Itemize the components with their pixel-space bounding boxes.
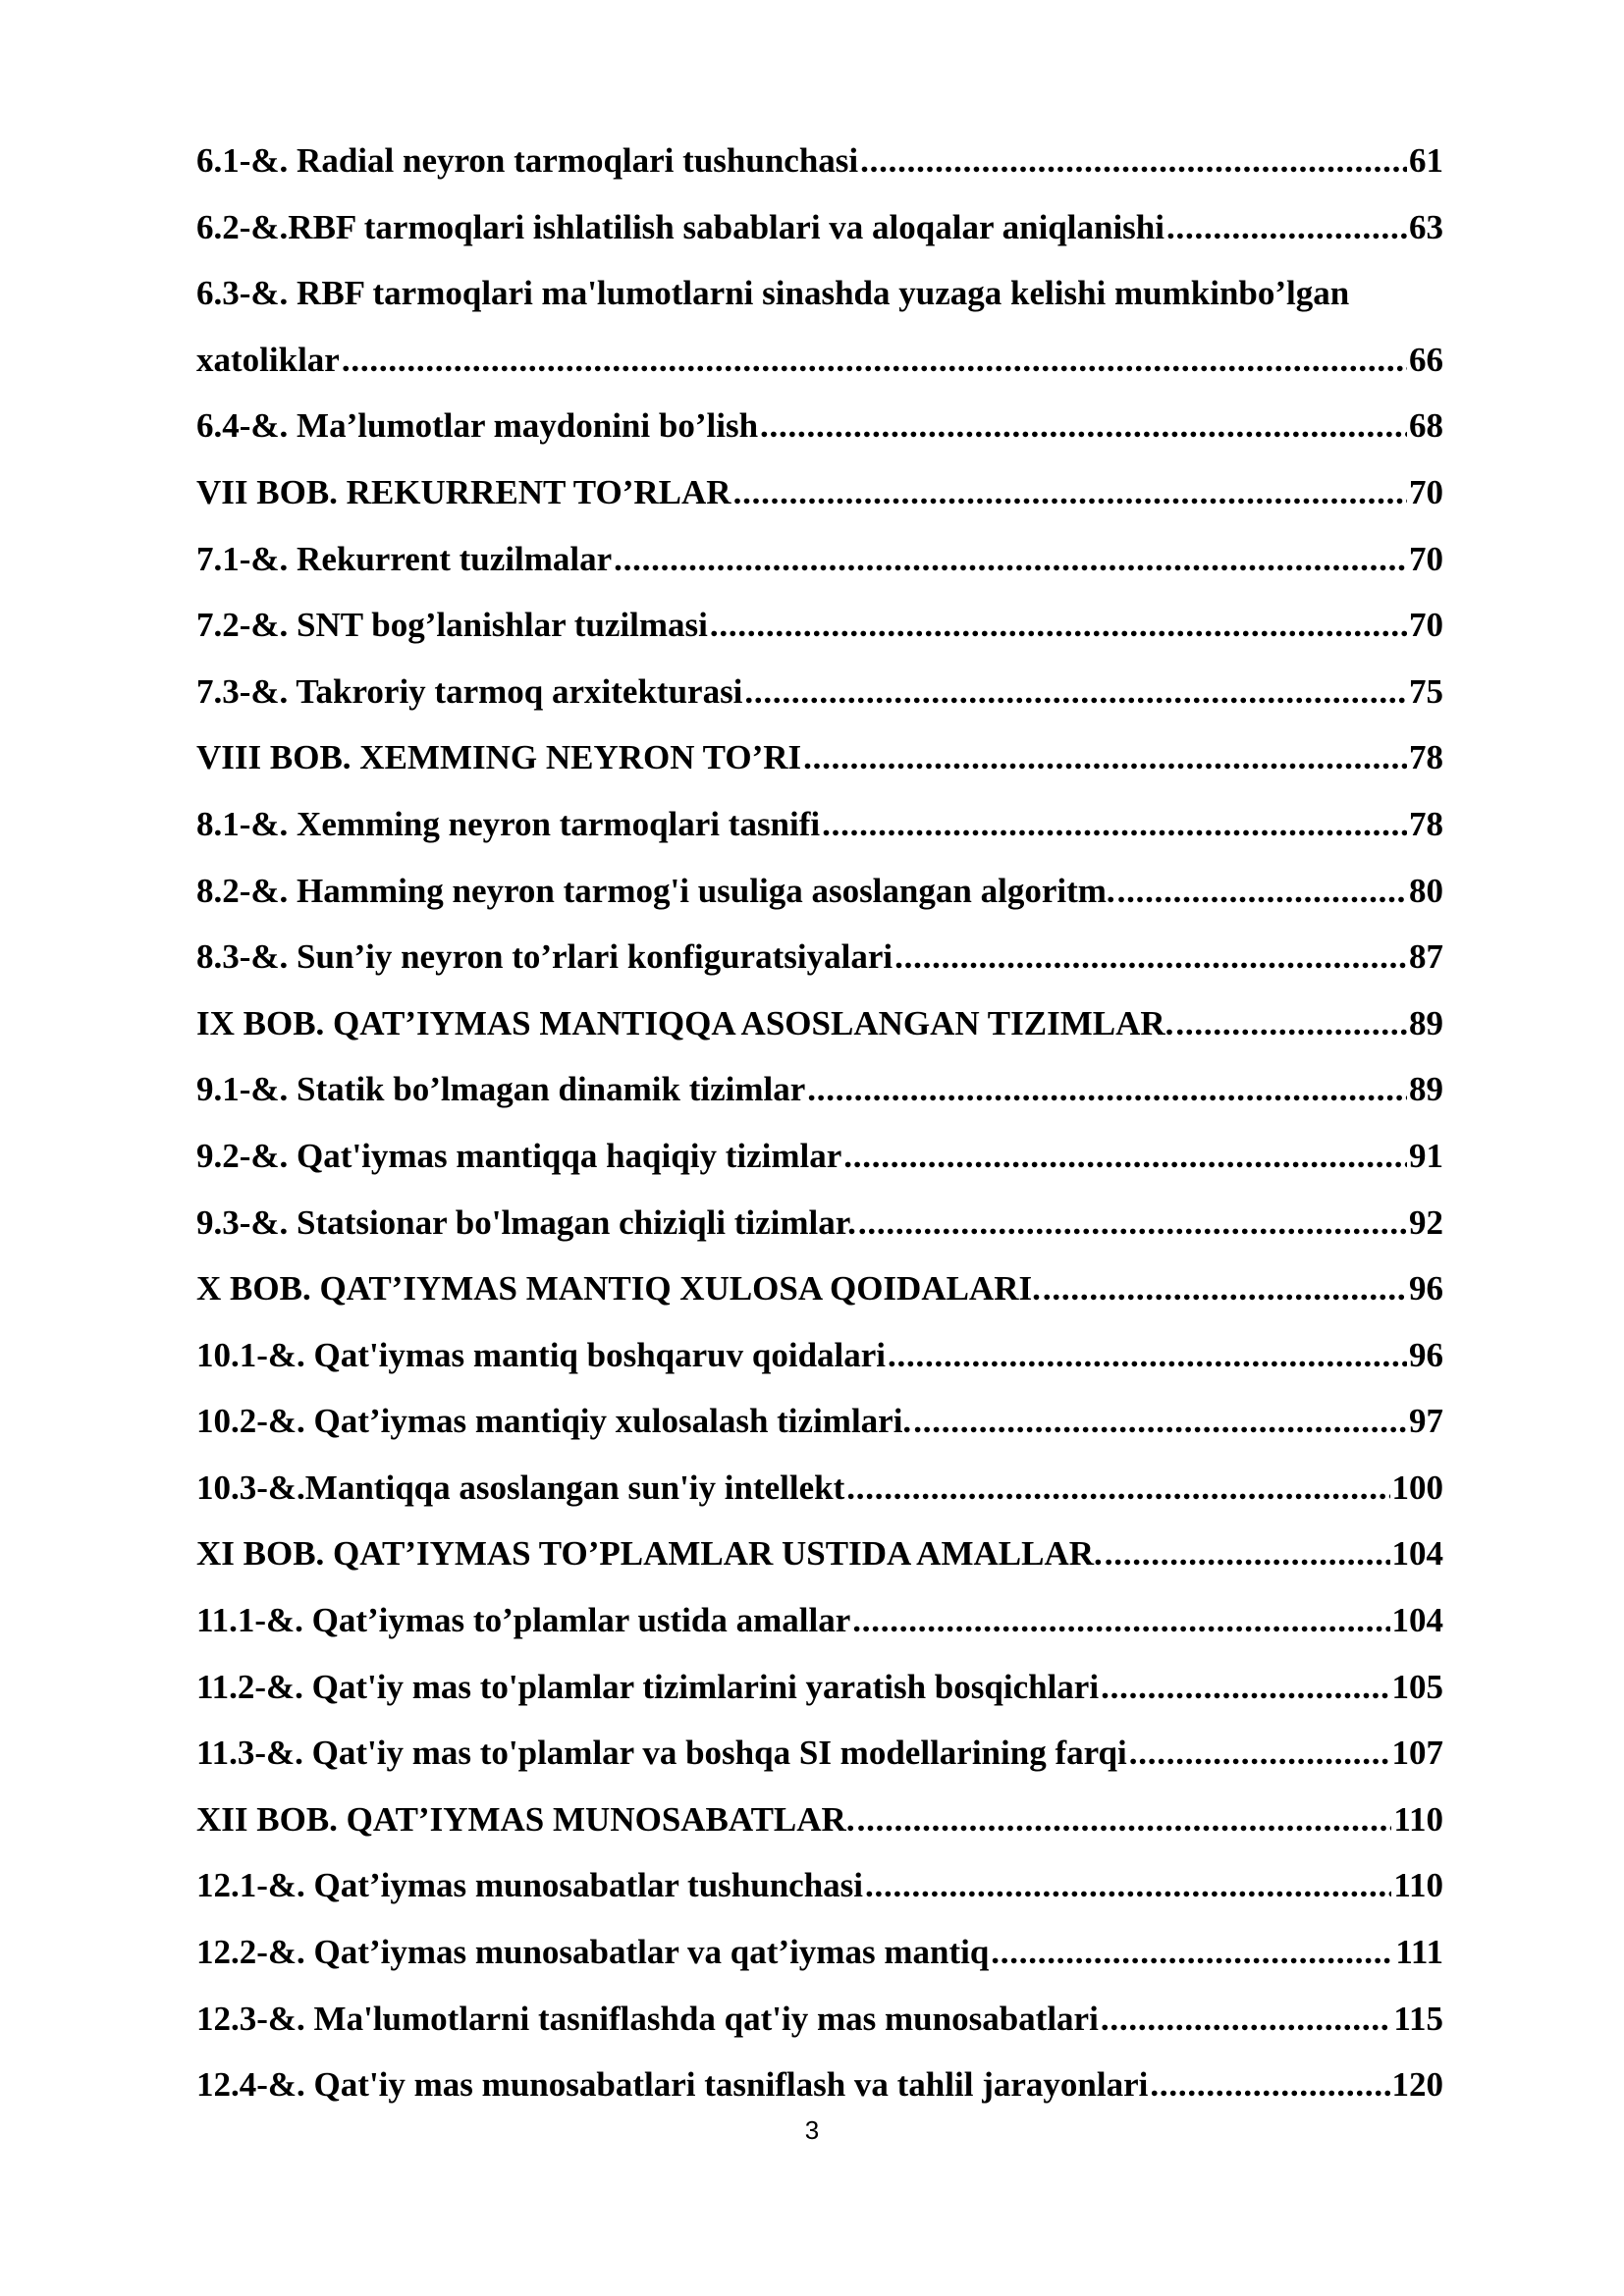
toc-entry-title: 6.1-&. Radial neyron tarmoqlari tushunchasi (196, 141, 859, 180)
toc-entry (196, 1794, 1443, 1861)
toc-entry-title: 11.1-&. Qat’iymas to’plamlar ustida amallar (196, 1601, 851, 1640)
toc-entry (196, 998, 1443, 1065)
toc-page-number: 68 (1409, 406, 1443, 446)
dot-leader (913, 1396, 1407, 1447)
toc-page-number: 110 (1393, 1866, 1443, 1905)
toc-page-number: 110 (1393, 1799, 1443, 1839)
dot-leader (1105, 1528, 1390, 1579)
toc-entry-title: 6.2-&.RBF tarmoqlari ishlatilish sabablari va aloqalar aniqlanishi (196, 207, 1164, 246)
dot-leader (807, 1064, 1407, 1115)
dot-leader (760, 400, 1407, 452)
toc-entry (196, 1595, 1443, 1662)
toc-entry-title: XI BOB. QAT’IYMAS TO’PLAMLAR USTIDA AMALLAR. (196, 1534, 1103, 1574)
toc-entry-title: 6.3-&. RBF tarmoqlari ma'lumotlarni sinashda yuzaga kelishi mumkinbo’lgan (196, 274, 1350, 313)
toc-entry (196, 799, 1443, 866)
dot-leader (857, 1794, 1392, 1845)
toc-entry (196, 1860, 1443, 1927)
toc-entry-title: VIII BOB. XEMMING NEYRON TO’RI (196, 738, 802, 777)
toc-page-number: 80 (1409, 871, 1443, 910)
toc-page-number: 111 (1395, 1933, 1443, 1972)
dot-leader (342, 335, 1407, 386)
toc-page-number: 104 (1391, 1601, 1443, 1640)
dot-leader (733, 467, 1407, 518)
toc-page-number: 107 (1391, 1734, 1443, 1773)
dot-leader (803, 732, 1407, 783)
toc-entry-title: 7.3-&. Takroriy tarmoq arxitekturasi (196, 671, 743, 711)
dot-leader (1129, 1728, 1390, 1779)
dot-leader (822, 799, 1407, 850)
toc-page-number: 100 (1391, 1468, 1443, 1507)
dot-leader (1150, 2059, 1389, 2110)
dot-leader (1166, 202, 1407, 253)
dot-leader (1175, 998, 1407, 1049)
toc-entry-title: 9.1-&. Statik bo’lmagan dinamik tizimlar (196, 1070, 806, 1109)
toc-entry-title: 9.3-&. Statsionar bo'lmagan chiziqli tizimlar. (196, 1202, 856, 1242)
toc-page-number: 75 (1409, 671, 1443, 711)
toc-entry (196, 1662, 1443, 1729)
toc-page-number: 92 (1409, 1202, 1443, 1242)
toc-entry (196, 534, 1443, 601)
dot-leader (852, 1595, 1389, 1646)
toc-entry (196, 600, 1443, 667)
toc-entry (196, 1994, 1443, 2060)
dot-leader (888, 1330, 1407, 1381)
toc-page-number: 105 (1391, 1667, 1443, 1706)
toc-page-number: 66 (1409, 340, 1443, 379)
toc-page-number: 70 (1409, 472, 1443, 511)
dot-leader (710, 600, 1407, 651)
toc-entry (196, 1131, 1443, 1198)
toc-entry-title: 12.4-&. Qat'iy mas munosabatlari tasniflash va tahlil jarayonlari (196, 2065, 1149, 2105)
dot-leader (843, 1131, 1407, 1182)
toc-entry-title: 12.3-&. Ma'lumotlarni tasniflashda qat'iy mas munosabatlari (196, 1999, 1099, 2038)
toc-page-number: 115 (1393, 1999, 1443, 2038)
toc-entry (196, 866, 1443, 933)
toc-entry (196, 400, 1443, 467)
toc-page-number: 120 (1391, 2065, 1443, 2105)
dot-leader (614, 534, 1407, 585)
toc-entry-title: 11.2-&. Qat'iy mas to'plamlar tizimlarini yaratish bosqichlari (196, 1667, 1100, 1706)
toc-entry-title: X BOB. QAT’IYMAS MANTIQ XULOSA QOIDALARI. (196, 1269, 1041, 1308)
toc-entry-title: 9.2-&. Qat'iymas mantiqqa haqiqiy tizimlar (196, 1136, 842, 1175)
toc-entry (196, 1528, 1443, 1595)
dot-leader (860, 135, 1407, 187)
toc-entry-title: XII BOB. QAT’IYMAS MUNOSABATLAR. (196, 1799, 855, 1839)
toc-page-number: 96 (1409, 1335, 1443, 1374)
dot-leader (894, 932, 1407, 983)
toc-entry-title: 7.1-&. Rekurrent tuzilmalar (196, 539, 613, 578)
toc-entry-title: 10.2-&. Qat’iymas mantiqiy xulosalash tizimlari. (196, 1402, 912, 1441)
toc-page-number: 61 (1409, 141, 1443, 180)
toc-entry (196, 1728, 1443, 1794)
toc-entry (196, 135, 1443, 202)
dot-leader (1117, 866, 1407, 917)
toc-entry (196, 1198, 1443, 1264)
toc-entry-title: 8.3-&. Sun’iy neyron to’rlari konfiguratsiyalari (196, 937, 893, 977)
toc-entry-title: 8.2-&. Hamming neyron tarmog'i usuliga asoslangan algoritm. (196, 871, 1115, 910)
page-number-footer: 3 (804, 2115, 820, 2145)
dot-leader (1101, 1662, 1389, 1713)
toc-page-number: 89 (1409, 1070, 1443, 1109)
toc-page-number: 87 (1409, 937, 1443, 977)
toc-entry (196, 732, 1443, 799)
toc-page-number: 96 (1409, 1269, 1443, 1308)
toc-entry-title: 7.2-&. SNT bog’lanishlar tuzilmasi (196, 606, 708, 645)
toc-entry-title: VII BOB. REKURRENT TO’RLAR (196, 472, 731, 511)
toc-entry (196, 1330, 1443, 1397)
toc-page-number: 97 (1409, 1402, 1443, 1441)
dot-leader (991, 1927, 1393, 1978)
toc-entry (196, 467, 1443, 534)
dot-leader (865, 1860, 1391, 1911)
toc-entry-title-continued: xatoliklar (196, 340, 340, 379)
toc-page-number: 70 (1409, 606, 1443, 645)
dot-leader (846, 1463, 1389, 1514)
toc-entry-title: 11.3-&. Qat'iy mas to'plamlar va boshqa SI modellarining farqi (196, 1734, 1127, 1773)
toc-page-number: 78 (1409, 804, 1443, 843)
toc-entry-title: 12.2-&. Qat’iymas munosabatlar va qat’iymas mantiq (196, 1933, 990, 1972)
dot-leader (1101, 1994, 1392, 2045)
toc-page-number: 89 (1409, 1003, 1443, 1042)
toc-entry (196, 932, 1443, 998)
toc-page-number: 70 (1409, 539, 1443, 578)
toc-entry (196, 1263, 1443, 1330)
dot-leader (1043, 1263, 1407, 1314)
dot-leader (744, 667, 1407, 718)
toc-page-number: 91 (1409, 1136, 1443, 1175)
toc-page-number: 63 (1409, 207, 1443, 246)
toc-entry (196, 1463, 1443, 1529)
toc-entry (196, 268, 1443, 400)
toc-entry-title: 6.4-&. Ma’lumotlar maydonini bo’lish (196, 406, 759, 446)
table-of-contents (196, 135, 1443, 2126)
toc-entry-title: 8.1-&. Xemming neyron tarmoqlari tasnifi (196, 804, 821, 843)
toc-entry-title: 10.1-&. Qat'iymas mantiq boshqaruv qoidalari (196, 1335, 887, 1374)
toc-page-number: 78 (1409, 738, 1443, 777)
toc-entry (196, 667, 1443, 733)
toc-entry (196, 1064, 1443, 1131)
toc-entry-title: 12.1-&. Qat’iymas munosabatlar tushunchasi (196, 1866, 864, 1905)
toc-entry-title: IX BOB. QAT’IYMAS MANTIQQA ASOSLANGAN TIZIMLAR. (196, 1003, 1174, 1042)
toc-entry (196, 1927, 1443, 1994)
toc-entry (196, 1396, 1443, 1463)
toc-entry-title: 10.3-&.Mantiqqa asoslangan sun'iy intellekt (196, 1468, 845, 1507)
dot-leader (858, 1198, 1407, 1249)
toc-page-number: 104 (1391, 1534, 1443, 1574)
toc-entry (196, 202, 1443, 269)
